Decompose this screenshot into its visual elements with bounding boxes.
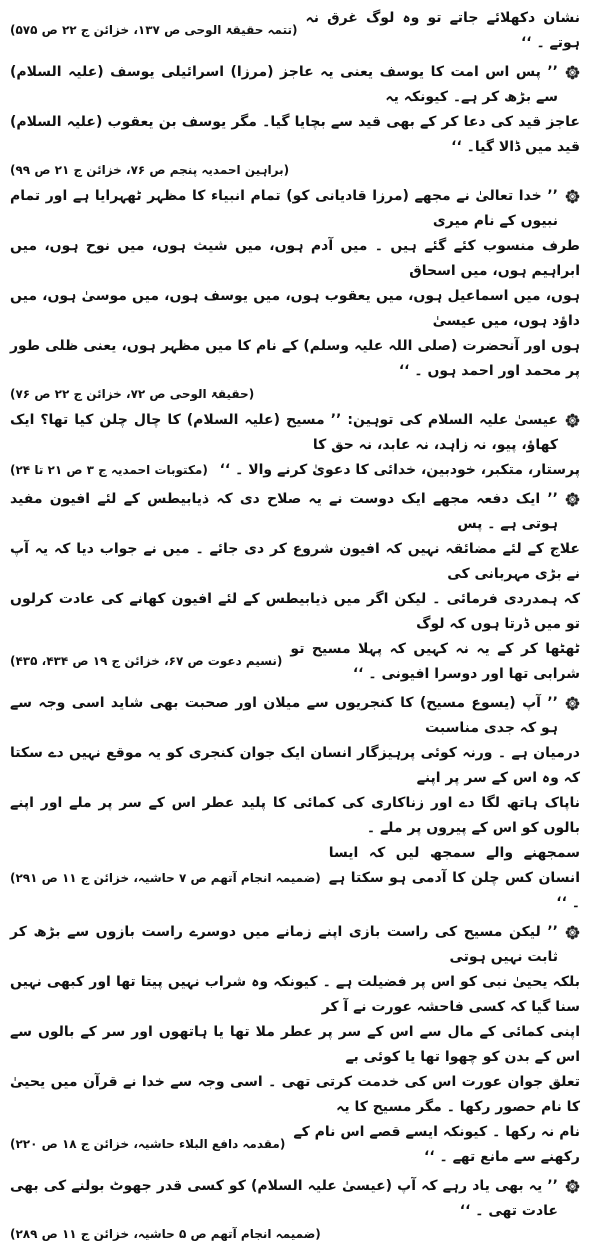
quote-line	[293, 1120, 580, 1170]
quote-text: نام نہ رکھا ۔ کیونکہ ایسے قصے اس نام کے رکھنے سے مانع تھے ۔ ‘‘	[293, 1124, 580, 1165]
quote-line	[10, 537, 580, 587]
quote-text: ہوں اور آنحضرت (صلی اللہ علیہ وسلم) کے نام کا میں مظہر ہوں، یعنی ظلی طور پر محمد اور احمد ہوں ۔ ‘‘	[10, 338, 580, 379]
quote-entry	[10, 487, 580, 687]
quote-text: ’’ آپ (یسوع مسیح) کا کنجریوں سے میلان اور صحبت بھی شاید اسی وجہ سے ہو کہ جدی مناسبت	[10, 695, 558, 736]
citation: (نسیم دعوت ص ۶۷، خزائن ج ۱۹ ص ۴۳۴، ۴۳۵)	[10, 654, 283, 668]
flower-bullet-icon	[564, 188, 580, 204]
line-with-reference	[10, 841, 580, 916]
quote-entry	[10, 408, 580, 483]
quote-line	[10, 1020, 580, 1070]
quote-line	[10, 1070, 580, 1120]
quote-text: پرستار، متکبر، خودبین، خدائی کا دعویٰ کرنے والا ۔ ‘‘	[219, 462, 580, 478]
citation: (مکتوبات احمدیہ ج ۳ ص ۲۱ تا ۲۴)	[10, 462, 208, 477]
quote-text: سمجھنے والے سمجھ لیں کہ ایسا انسان کس چلن کا آدمی ہو سکتا ہے ۔ ‘‘	[328, 845, 580, 911]
line-with-reference	[10, 1120, 580, 1170]
quote-line	[10, 691, 580, 741]
line-with-reference	[10, 458, 580, 483]
quote-text: نشان دکھلائے جاتے تو وہ لوگ غرق نہ ہوتے ۔ ‘‘	[305, 10, 580, 51]
quote-line	[329, 841, 580, 916]
quote-text: ’’ یہ بھی یاد رہے کہ آپ (عیسیٰ علیہ السلام) کو کسی قدر جھوٹ بولنے کی بھی عادت تھی ۔ ‘‘	[10, 1178, 558, 1219]
quote-line	[10, 1174, 580, 1224]
quote-text: درمیان ہے ۔ ورنہ کوئی پرہیزگار انسان ایک جوان کنجری کو یہ موقع نہیں دے سکتا کہ وہ اس کے سر پر اپنے	[10, 745, 580, 786]
quote-line	[10, 184, 580, 234]
citation: (ضمیمہ انجام آتھم ص ۵ حاشیہ، خزائن ج ۱۱ ص ۲۸۹)	[10, 1227, 321, 1241]
quote-line	[306, 6, 581, 56]
quote-text: علاج کے لئے مضائقہ نہیں کہ افیون شروع کر دی جائے ۔ میں نے جواب دیا کہ یہ آپ نے بڑی مہربانی کی	[10, 541, 580, 582]
quote-line	[10, 408, 580, 458]
quote-entry	[10, 691, 580, 916]
citation: (حقیقۃ الوحی ص ۷۲، خزائن ج ۲۲ ص ۷۶)	[10, 387, 255, 401]
citation: (تتمہ حقیقۃ الوحی ص ۱۳۷، خزائن ج ۲۲ ص ۵۷۵)	[10, 23, 298, 37]
quote-line	[10, 284, 580, 334]
citation: (براہین احمدیہ پنجم ص ۷۶، خزائن ج ۲۱ ص ۹۹)	[10, 163, 290, 177]
quote-text: تعلق جوان عورت اس کی خدمت کرتی تھی ۔ اسی وجہ سے خدا نے قرآن میں یحییٰ کا نام حصور رکھا ۔ مگر مسیح کا یہ	[10, 1074, 580, 1115]
quote-text: بلکہ یحییٰ نبی کو اس پر فضیلت ہے ۔ کیونکہ وہ شراب نہیں پیتا تھا اور کبھی نہیں سنا گیا کہ کسی فاحشہ عورت نے آ کر	[10, 974, 580, 1015]
quote-line	[10, 920, 580, 970]
citation: (ضمیمہ انجام آتھم ص ۷ حاشیہ، خزائن ج ۱۱ ص ۲۹۱)	[10, 870, 321, 885]
quote-text: ’’ ایک دفعہ مجھے ایک دوست نے یہ صلاح دی کہ ذیابیطس کے لئے افیون مفید ہوتی ہے ۔ پس	[10, 491, 558, 532]
quote-line	[216, 458, 580, 483]
flower-bullet-icon	[564, 491, 580, 507]
quote-text: ٹھٹھا کر کے یہ نہ کہیں کہ پہلا مسیح تو شرابی تھا اور دوسرا افیونی ۔ ‘‘	[290, 641, 580, 682]
quote-line	[10, 791, 580, 841]
quote-text: ’’ پس اس امت کا یوسف یعنی یہ عاجز (مرزا) اسرائیلی یوسف (علیہ السلام) سے بڑھ کر ہے۔ کیونکہ یہ	[10, 64, 558, 105]
quote-text: ہوں، میں اسماعیل ہوں، میں یعقوب ہوں، میں یوسف ہوں، میں موسیٰ ہوں، میں داؤد ہوں، میں عیسیٰ	[10, 288, 580, 329]
flower-bullet-icon	[564, 64, 580, 80]
quote-line	[10, 60, 580, 110]
quote-line	[10, 741, 580, 791]
quote-text: ’’ خدا تعالیٰ نے مجھے (مرزا قادیانی کو) تمام انبیاء کا مظہر ٹھہرایا ہے اور تمام نبیوں کے نام میری	[10, 188, 558, 229]
quote-text: طرف منسوب کئے گئے ہیں ۔ میں آدم ہوں، میں شیث ہوں، میں نوح ہوں، میں ابراہیم ہوں، میں اسحاق	[10, 238, 580, 279]
quote-line	[10, 334, 580, 384]
quote-text: ناپاک ہاتھ لگا دے اور زناکاری کی کمائی کا پلید عطر اس کے سر پر ملے اور اپنے بالوں کو اس کے پیروں پر ملے ۔	[10, 795, 580, 836]
quote-line	[10, 970, 580, 1020]
quote-text: ’’ لیکن مسیح کی راست بازی اپنے زمانے میں دوسرے راست بازوں سے بڑھ کر ثابت نہیں ہوتی	[10, 924, 558, 965]
quote-line	[10, 110, 580, 160]
flower-bullet-icon	[564, 1178, 580, 1194]
quote-line	[10, 587, 580, 637]
quote-entry	[10, 6, 580, 56]
flower-bullet-icon	[564, 412, 580, 428]
line-with-reference	[10, 637, 580, 687]
quote-line	[10, 487, 580, 537]
flower-bullet-icon	[564, 924, 580, 940]
flower-bullet-icon	[564, 695, 580, 711]
quote-entry	[10, 60, 580, 180]
citation: (مقدمہ دافع البلاء حاشیہ، خزائن ج ۱۸ ص ۲۲۰)	[10, 1137, 286, 1151]
quote-text: کہ ہمدردی فرمائی ۔ لیکن اگر میں ذیابیطس کے لئے افیون کھانے کی عادت کرلوں تو میں ڈرتا ہوں کہ لوگ	[10, 591, 580, 632]
quote-text: عیسیٰ علیہ السلام کی توہین: ’’ مسیح (علیہ السلام) کا چال چلن کیا تھا؟ ایک کھاؤ، پیو، نہ زاہد، نہ عابد، نہ حق کا	[10, 412, 558, 453]
quote-entry	[10, 920, 580, 1170]
quote-line	[10, 234, 580, 284]
quote-entry	[10, 184, 580, 404]
quote-line	[290, 637, 580, 687]
quote-entry	[10, 1174, 580, 1244]
quote-text: اپنی کمائی کے مال سے اس کے سر پر عطر ملا تھا یا ہاتھوں اور سر کے بالوں سے اس کے بدن کو چھوا تھا یا کوئی بے	[10, 1024, 580, 1065]
quote-text: عاجز قید کی دعا کر کے بھی قید سے بچایا گیا۔ مگر یوسف بن یعقوب (علیہ السلام) قید میں ڈالا گیا۔ ‘‘	[10, 114, 580, 155]
line-with-reference	[10, 6, 580, 56]
